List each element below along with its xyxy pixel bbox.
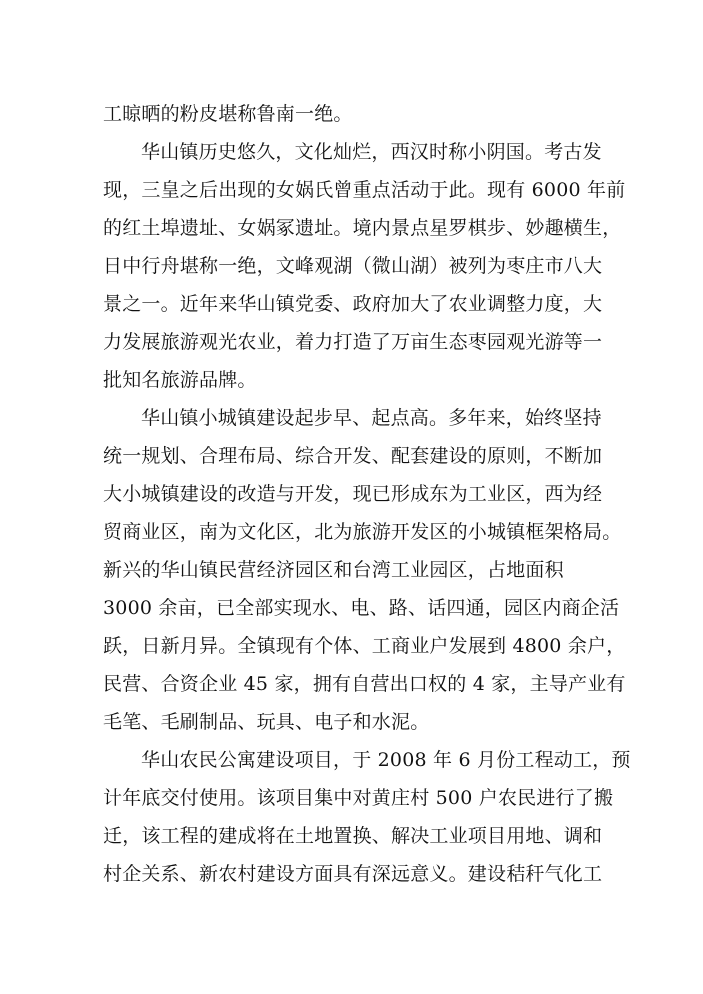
text-line: 日中行舟堪称一绝，文峰观湖（微山湖）被列为枣庄市八大 bbox=[103, 255, 603, 277]
text-line: 村企关系、新农村建设方面具有深远意义。建设秸秆气化工 bbox=[103, 863, 603, 885]
text-line: 跃，日新月异。全镇现有个体、工商业户发展到 4800 余户， bbox=[103, 635, 626, 657]
text-line: 景之一。近年来华山镇党委、政府加大了农业调整力度，大 bbox=[103, 293, 603, 315]
text-line: 贸商业区，南为文化区，北为旅游开发区的小城镇框架格局。 bbox=[103, 521, 622, 543]
text-line: 统一规划、合理布局、综合开发、配套建设的原则，不断加 bbox=[103, 445, 603, 467]
text-line: 3000 余亩，已全部实现水、电、路、话四通，园区内商企活 bbox=[103, 597, 620, 619]
text-line: 工晾晒的粉皮堪称鲁南一绝。 bbox=[103, 103, 353, 125]
text-line: 的红土埠遗址、女娲冢遗址。境内景点星罗棋步、妙趣横生， bbox=[103, 217, 622, 239]
text-line: 现，三皇之后出现的女娲氏曾重点活动于此。现有 6000 年前 bbox=[103, 179, 626, 201]
text-line: 迁，该工程的建成将在土地置换、解决工业项目用地、调和 bbox=[103, 825, 603, 847]
text-line: 大小城镇建设的改造与开发，现已形成东为工业区，西为经 bbox=[103, 483, 603, 505]
text-line: 批知名旅游品牌。 bbox=[103, 369, 257, 391]
text-line: 计年底交付使用。该项目集中对黄庄村 500 户农民进行了搬 bbox=[103, 787, 614, 809]
text-line: 民营、合资企业 45 家，拥有自营出口权的 4 家，主导产业有 bbox=[103, 673, 626, 695]
text-line: 新兴的华山镇民营经济园区和台湾工业园区，占地面积 bbox=[103, 559, 564, 581]
text-line: 毛笔、毛刷制品、玩具、电子和水泥。 bbox=[103, 711, 430, 733]
paragraph-start-line: 华山镇历史悠久，文化灿烂，西汉时称小阴国。考古发 bbox=[141, 141, 602, 163]
text-line: 力发展旅游观光农业，着力打造了万亩生态枣园观光游等一 bbox=[103, 331, 603, 353]
paragraph-start-line: 华山农民公寓建设项目，于 2008 年 6 月份工程动工，预 bbox=[141, 749, 631, 771]
paragraph-start-line: 华山镇小城镇建设起步早、起点高。多年来，始终坚持 bbox=[141, 407, 602, 429]
